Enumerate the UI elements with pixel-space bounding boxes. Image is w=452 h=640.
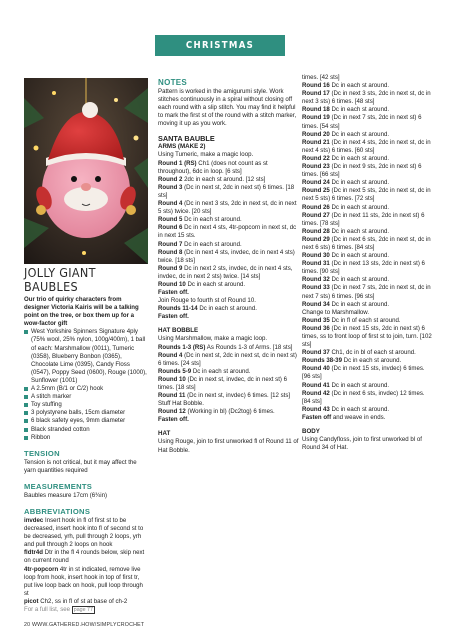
row-text: (Dc in next 3 sts, 2dc in next st, dc in next 5 sts) twice. [20 sts] <box>158 200 297 216</box>
abbreviations-more <box>24 606 148 614</box>
row-text: 2dc in each st around. [12 sts] <box>182 175 266 183</box>
row-text: and weave in ends. <box>331 413 386 421</box>
pattern-row <box>158 224 300 240</box>
materials-list <box>24 328 148 441</box>
abbreviations-heading: ABBREVIATIONS <box>24 506 91 516</box>
row-label: Fasten off. <box>158 313 189 321</box>
santa-bauble-illustration <box>24 78 148 264</box>
abbreviation-item <box>24 566 148 598</box>
pattern-row <box>302 276 432 284</box>
row-text: (Dc in next st, invdec) 6 times. [12 sts] <box>185 392 291 400</box>
row-label: Round 21 <box>302 138 330 146</box>
row-label: Round 17 <box>302 90 330 98</box>
pattern-row <box>302 228 432 236</box>
row-text: Dc in each st around. <box>329 179 390 187</box>
hat-heading: HAT <box>158 430 171 438</box>
section-banner: CHRISTMAS COLLECTION <box>155 35 285 56</box>
row-label: Round 16 <box>302 82 330 90</box>
row-text: Dc in each st around. <box>329 227 390 235</box>
material-item: 3 polystyrene balls, 15cm diameter <box>24 409 148 417</box>
bauble-photo <box>24 78 148 264</box>
row-text: Ch1, dc in bl of each st around. <box>329 349 416 357</box>
pattern-row <box>302 139 432 155</box>
pattern-row <box>158 216 300 224</box>
material-item: 6 black safety eyes, 9mm diameter <box>24 417 148 425</box>
row-label: Rounds 11-14 <box>158 305 198 313</box>
pattern-row <box>158 313 300 321</box>
pattern-row <box>302 74 432 82</box>
pattern-row <box>302 382 432 390</box>
row-label: Fasten off <box>302 413 332 421</box>
row-text: Dc in each st around. <box>182 240 242 248</box>
pattern-row <box>302 365 432 381</box>
row-text: Dc in each st around. <box>329 203 390 211</box>
pattern-row <box>158 305 300 313</box>
pattern-row <box>302 406 432 414</box>
row-text: Dc in each st around. <box>329 82 390 90</box>
pattern-row <box>302 204 432 212</box>
pattern-row <box>302 90 432 106</box>
row-text: (Dc in next 4 sts, 2dc in next st, dc in next 4 sts) 6 times. [60 sts] <box>302 138 431 154</box>
abbreviation-item <box>24 549 148 565</box>
row-text: (Dc in next 7 sts, 2dc in next st) 6 times. [54 sts] <box>302 114 422 130</box>
row-label: Round 37 <box>302 349 330 357</box>
abbreviation-term: picot <box>24 597 39 605</box>
pattern-row <box>158 416 300 424</box>
material-item: Toy stuffing <box>24 401 148 409</box>
row-label: Round 31 <box>302 260 330 268</box>
row-label: Round 22 <box>302 154 330 162</box>
row-text: times. [42 sts] <box>302 74 340 81</box>
row-text: (Dc in next st, 2dc in next st, dc in next st) 6 times. [24 sts] <box>158 351 297 367</box>
row-label: Round 40 <box>302 365 330 373</box>
row-label: Rounds 38-39 <box>302 357 342 365</box>
pattern-row <box>302 317 432 325</box>
row-text: Join Rouge to fourth st of Round 10. <box>158 297 256 305</box>
row-label: Round 29 <box>302 235 330 243</box>
row-label: Round 33 <box>302 284 330 292</box>
row-label: Round 24 <box>302 179 330 187</box>
row-label: Round 10 <box>158 375 186 383</box>
arms-heading: ARMS (MAKE 2) <box>158 143 206 151</box>
row-label: Round 10 <box>158 280 186 288</box>
abbreviation-item <box>24 598 148 606</box>
row-text: Dc in each st around. <box>341 357 402 365</box>
row-label: Round 5 <box>158 216 183 224</box>
tension-text: Tension is not critical, but it may affect the yarn quantities required <box>24 458 137 474</box>
row-text: Change to Marshmallow. <box>302 308 370 316</box>
row-label: Rounds 1-3 (RS) <box>158 343 206 351</box>
body-intro: Using Candyfloss, join to first unworked bl of Round 34 of Hat. <box>302 436 422 452</box>
pattern-row <box>158 344 300 352</box>
row-text: Dc in each st around. <box>185 280 246 288</box>
row-text: Ch1 (does not count as st throughout), 6dc in loop. [6 sts] <box>158 159 268 175</box>
pattern-row <box>302 131 432 139</box>
hat-bobble-heading: HAT BOBBLE <box>158 327 199 335</box>
row-label: Round 42 <box>302 389 330 397</box>
row-text: (Dc in next 15 sts, 2dc in next st) 6 times, ss to front loop of first st to join, turn. [102 sts] <box>302 324 432 349</box>
abbreviation-definition: Dtr in the fl 4 rounds below, skip next on current round <box>24 549 145 565</box>
measurements-text: Baubles measure 17cm (6¾in) <box>24 491 107 499</box>
notes-text: Pattern is worked in the amigurumi style. Work stitches continuously in a spiral without closing off each round with a slip stitch. You may find it helpful to mark the first st of the round with a stitch marker, moving it up as you work. <box>158 88 297 128</box>
row-text: Dc in each st around. <box>182 216 242 224</box>
row-label: Round 4 <box>158 200 183 208</box>
notes-heading: NOTES <box>158 78 188 87</box>
arms-intro: Using Tumeric, make a magic loop. <box>158 151 254 159</box>
material-item: Ribbon <box>24 434 148 442</box>
pattern-row <box>302 301 432 309</box>
material-item: A 2.5mm (B/1 or C/2) hook <box>24 385 148 393</box>
row-text: (Dc in next 5 sts, 2dc in next st, dc in next 5 sts) 6 times. [72 sts] <box>302 187 431 203</box>
row-label: Round 8 <box>158 248 183 256</box>
abbreviation-term: fldtr4d <box>24 549 43 557</box>
abbreviation-definition: Insert hook in fl of first st to be decreased, insert hook into fl of second st to be decreased, yrh, pull through 2 loops, yrh and pull through 2 loops on hook <box>24 516 144 549</box>
pattern-row <box>158 249 300 265</box>
pattern-row <box>302 309 432 317</box>
project-intro: Our trio of quirky characters from designer Victoria Kairis will be a talking point on the tree, or box them up for a wow-factor gift <box>24 296 139 328</box>
pattern-row <box>302 390 432 406</box>
row-text: Dc in each st around. <box>329 405 390 413</box>
row-text: (Dc in next 6 sts, 2dc in next st, dc in next 6 sts) 6 times. [84 sts] <box>302 235 431 251</box>
row-label: Round 32 <box>302 276 330 284</box>
row-text: Dc in each st around. <box>329 130 390 138</box>
hat-intro: Using Rouge, join to first unworked fl of Round 11 of Hat Bobble. <box>158 438 299 454</box>
row-text: Dc in next 2 sts, invdec, dc in next 4 sts, invdec, dc in next 2 sts) twice. [14 sts] <box>158 264 293 280</box>
row-label: Round 35 <box>302 316 330 324</box>
pattern-row <box>158 289 300 297</box>
row-label: Round 28 <box>302 227 330 235</box>
pattern-row <box>302 236 432 252</box>
pattern-row <box>158 408 300 416</box>
hat-bobble-rows <box>158 344 300 425</box>
pattern-row <box>302 260 432 276</box>
material-item: Black stranded cotton <box>24 426 148 434</box>
pattern-row <box>302 82 432 90</box>
abbreviation-definition: Ch2, ss in fl of st at base of ch-2 <box>40 597 128 605</box>
pattern-row <box>158 265 300 281</box>
row-text: Dc in each st around. <box>329 276 390 284</box>
row-label: Round 4 <box>158 351 183 359</box>
pattern-row <box>302 163 432 179</box>
row-text: (Working in bl) (Dc2tog) 6 times. <box>185 408 275 416</box>
row-text: Dc in each st around. <box>329 300 390 308</box>
row-label: Round 34 <box>302 300 330 308</box>
tension-heading: TENSION <box>24 448 60 458</box>
pattern-row <box>158 376 300 392</box>
pattern-row <box>302 114 432 130</box>
abbreviations-list <box>24 517 148 606</box>
pattern-row <box>302 284 432 300</box>
row-label: Round 18 <box>302 106 330 114</box>
row-text: Stuff Hat Bobble. <box>158 400 204 408</box>
row-text: (Dc in next 6 sts, invdec) 12 times. [84 sts] <box>302 389 425 405</box>
row-label: Round 1 (RS) <box>158 159 197 167</box>
row-label: Round 30 <box>302 252 330 260</box>
page-reference-link[interactable]: page 77 <box>73 607 93 613</box>
pattern-row <box>302 187 432 203</box>
row-label: Round 6 <box>158 224 183 232</box>
hat-continued-rows <box>302 74 432 422</box>
row-label: Fasten off. <box>158 289 189 297</box>
pattern-row <box>302 106 432 114</box>
pattern-row <box>302 349 432 357</box>
pattern-row <box>302 357 432 365</box>
material-item: West Yorkshire Spinners Signature 4ply (75% wool, 25% nylon, 100g/400m), 1 ball of each: Marshmallow (0011), Tumeric (0358), Blueberry Bonbon (0365), Chocolate Lime (0395), Candy Floss (0547), Poppy Seed (0600), Rouge (1000), Sunflower (1001) <box>24 328 148 385</box>
row-text: (Dc in next 4 sts, invdec, dc in next 4 sts) twice. [18 sts] <box>158 248 295 264</box>
page-footer: 20 WWW.GATHERED.HOW/SIMPLYCROCHET <box>24 622 145 628</box>
pattern-row <box>302 212 432 228</box>
row-label: Round 9 <box>158 264 183 272</box>
project-title: JOLLY GIANT BAUBLES <box>24 265 96 294</box>
pattern-row <box>302 252 432 260</box>
row-label: Round 36 <box>302 324 330 332</box>
row-text: Dc in each st around. <box>191 367 251 375</box>
row-text: Dc in each st around. <box>329 106 390 114</box>
measurements-heading: MEASUREMENTS <box>24 481 93 491</box>
row-label: Round 25 <box>302 187 330 195</box>
row-label: Round 23 <box>302 163 330 171</box>
row-text: (Dc in next 13 sts, 2dc in next st) 6 times. [90 sts] <box>302 260 425 276</box>
pattern-row <box>302 414 432 422</box>
pattern-row <box>302 155 432 163</box>
pattern-row <box>158 352 300 368</box>
row-text: (Dc in next st, 2dc in next st) 6 times. [18 sts] <box>158 183 295 199</box>
abbreviation-item <box>24 517 148 549</box>
row-label: Round 20 <box>302 130 330 138</box>
pattern-row <box>302 179 432 187</box>
pattern-row <box>158 184 300 200</box>
row-text: Dc in fl of each st around. <box>329 316 401 324</box>
pattern-row <box>158 241 300 249</box>
abbreviation-term: 4tr-popcorn <box>24 565 59 573</box>
row-text: (Dc in next 3 sts, 2dc in next st, dc in next 3 sts) 6 times. [48 sts] <box>302 90 431 106</box>
row-text: Dc in each st around. <box>329 154 390 162</box>
body-heading: BODY <box>302 428 320 436</box>
row-text: (Dc in next 15 sts, invdec) 6 times. [96 sts] <box>302 365 425 381</box>
row-label: Round 7 <box>158 240 183 248</box>
row-text: Dc in each st around. <box>329 381 390 389</box>
pattern-row <box>158 176 300 184</box>
row-text: (Dc in next 9 sts, 2dc in next st) 6 times. [66 sts] <box>302 163 422 179</box>
row-label: Round 3 <box>158 183 183 191</box>
row-label: Round 27 <box>302 211 330 219</box>
row-text: As Rounds 1-3 of Arms. [18 sts] <box>205 343 293 351</box>
abbreviation-term: invdec <box>24 516 44 524</box>
row-text: (Dc in next st, invdec, dc in next st) 6 times. [18 sts] <box>158 375 288 391</box>
pattern-row <box>158 368 300 376</box>
row-text: Dc in next 4 sts, 4tr-popcorn in next st, dc in next 15 sts. <box>158 224 297 240</box>
row-label: Round 2 <box>158 175 183 183</box>
row-label: Fasten off. <box>158 416 189 424</box>
row-label: Round 41 <box>302 381 330 389</box>
pattern-row <box>158 200 300 216</box>
pattern-column-1 <box>158 78 300 455</box>
abbreviation-definition: 4tr in st indicated, remove live loop from hook, insert hook in top of first tr, put live loop back on hook, pull loop through st <box>24 565 143 597</box>
hat-bobble-intro: Using Marshmallow, make a magic loop. <box>158 335 268 343</box>
row-label: Round 19 <box>302 114 330 122</box>
pattern-row <box>158 160 300 176</box>
row-text: (Dc in next 7 sts, 2dc in next st, dc in next 7 sts) 6 times. [96 sts] <box>302 284 431 300</box>
intro-column <box>24 266 148 614</box>
abbreviations-more-text: For a full list, see <box>24 606 71 613</box>
row-label: Round 11 <box>158 392 186 400</box>
row-label: Round 12 <box>158 408 186 416</box>
pattern-row <box>302 325 432 349</box>
santa-heading: SANTA BAUBLE <box>158 134 215 144</box>
pattern-row <box>158 297 300 305</box>
pattern-column-2 <box>302 74 432 452</box>
row-text: Dc in each st around. <box>197 305 257 313</box>
pattern-row <box>158 392 300 400</box>
material-item: A stitch marker <box>24 393 148 401</box>
row-text: (Dc in next 11 sts, 2dc in next st) 6 times. [78 sts] <box>302 211 425 227</box>
row-label: Round 43 <box>302 405 330 413</box>
pattern-row <box>158 281 300 289</box>
pattern-row <box>158 400 300 408</box>
row-label: Rounds 5-9 <box>158 367 192 375</box>
row-text: Dc in each st around. <box>329 252 390 260</box>
arms-rows <box>158 160 300 322</box>
row-label: Round 26 <box>302 203 330 211</box>
